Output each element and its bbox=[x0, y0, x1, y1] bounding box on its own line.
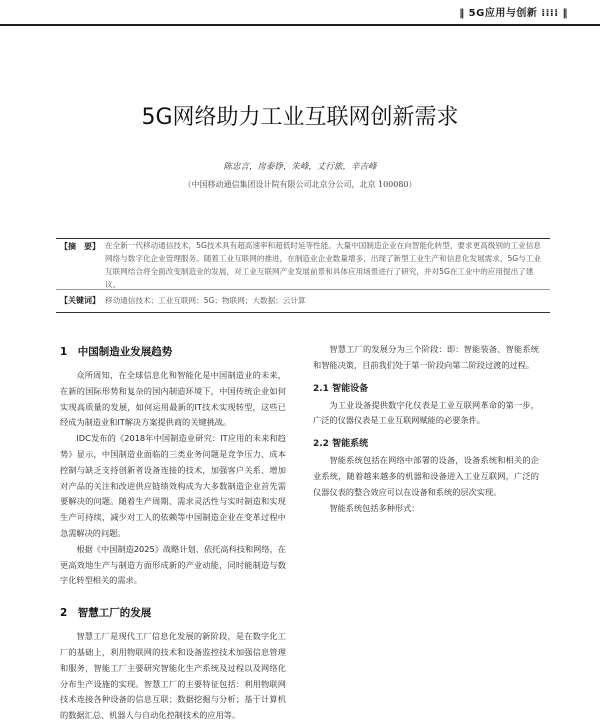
keywords-label: 【关键词】 bbox=[60, 296, 100, 305]
subsection-2-1-heading: 2.1 智能设备 bbox=[313, 383, 369, 394]
subsection-2-1-paragraph: 为工业设备提供数字化仪表是工业互联网革命的第一步，广泛的仪器仪表是工业互联网赋能的必要条件。 bbox=[313, 399, 539, 426]
header-bar bbox=[0, 0, 600, 26]
keywords-text: 移动通信技术；工业互联网；5G；物联网；大数据；云计算 bbox=[105, 296, 306, 305]
right-column bbox=[313, 342, 539, 516]
section-1-paragraph-1: 众所周知，在全球信息化和智能化是中国制造业的未来，在新的国际形势和复杂的国内制造环境下，中国传统企业如何实现高质量的发展，如何运用最新的IT技术实现转型，这些已经成为制造业和IT解决方案提供商的关键挑战。 bbox=[60, 370, 286, 428]
subsection-2-2-paragraph-1: 智能系统包括在网络中部署的设备，设备系统和相关的企业系统，随着越来越多的机器和设备进入工业互联网，广泛的仪器仪表的整合效应可以在设备和系统的层次实现。 bbox=[313, 455, 539, 497]
subsection-2-2-paragraph-2: 智能系统包括多种形式： bbox=[329, 502, 420, 513]
section-2-paragraph-1: 智慧工厂是现代工厂信息化发展的新阶段，是在数字化工厂的基础上，利用物联网的技术和设备监控技术加强信息管理和服务，智能工厂主要研究智能化生产系统及过程以及网络化分布生产设施的实现。智慧工厂的主要特征包括：利用物联网技术连接各种设备的信息互联；数据挖掘与分析；基于计算机的数据汇总、机器人与自动化控制技术的应用等。 bbox=[60, 631, 286, 721]
column-banner: ‖ 5G应用与创新 ⁞⁞⁞⁞ ‖ bbox=[459, 8, 568, 19]
section-1-heading: 1 中国制造业发展趋势 bbox=[60, 346, 173, 358]
abstract-divider bbox=[56, 289, 550, 290]
left-column bbox=[60, 342, 286, 724]
abstract-label: 【摘 要】 bbox=[60, 242, 100, 251]
section-2-paragraph-2: 智慧工厂的发展分为三个阶段：即：智能装备、智能系统和智能决策，目前我们处于第一阶段向第二阶段过渡的过程。 bbox=[313, 344, 539, 370]
paper-authors: 陈忠言，房泰铮，朱峰，丈行旅，辛吉峰 bbox=[223, 162, 377, 172]
section-2-heading: 2 智慧工厂的发展 bbox=[60, 607, 152, 620]
subsection-2-2-heading: 2.2 智能系统 bbox=[313, 439, 369, 450]
paper-title: 5G网络助力工业互联网创新需求 bbox=[141, 105, 459, 130]
abstract-text: 在全新一代移动通信技术，5G技术具有超高速率和超低时延等性能。大量中国制造企业在向智能化转型，要求更高级别的工业信息网络与数字化企业管理服务。随着工业互联网的推进，在制造业企业数量增多，出现了新型工业生产和信息化发展需求，5G与工业互联网结合将全面改变制造业的发展，对工业互联网产业发展前景和具体应用场景进行了研究，并对5G在工业中的应用提出了建议。 bbox=[105, 241, 541, 289]
section-1-paragraph-3: 根据《中国制造2025》战略计划，依托高科技和网络，在更高效地生产与制造方面形成新的产业动能，同时能制造与数字化转型相关的需求。 bbox=[60, 543, 286, 586]
paper-affiliation: （中国移动通信集团设计院有限公司北京分公司，北京 100080） bbox=[183, 180, 417, 189]
section-1-paragraph-2: IDC发布的《2018年中国制造业研究：IT应用的未来和趋势》显示，中国制造业面临的三类业务问题是竞争压力、成本控制与缺乏支持创新者设备连接的技术，加强客户关系、增加对产品的关注和改进供应链绩效构成为大多数制造企业首先需要解决的问题。随着生产周期、需求灵活性与实时制造和实现生产可持续，减少对工人的依赖等中国制造企业在变革过程中急需解决的问题。 bbox=[60, 433, 286, 538]
keywords-bottom-rule bbox=[56, 312, 550, 313]
